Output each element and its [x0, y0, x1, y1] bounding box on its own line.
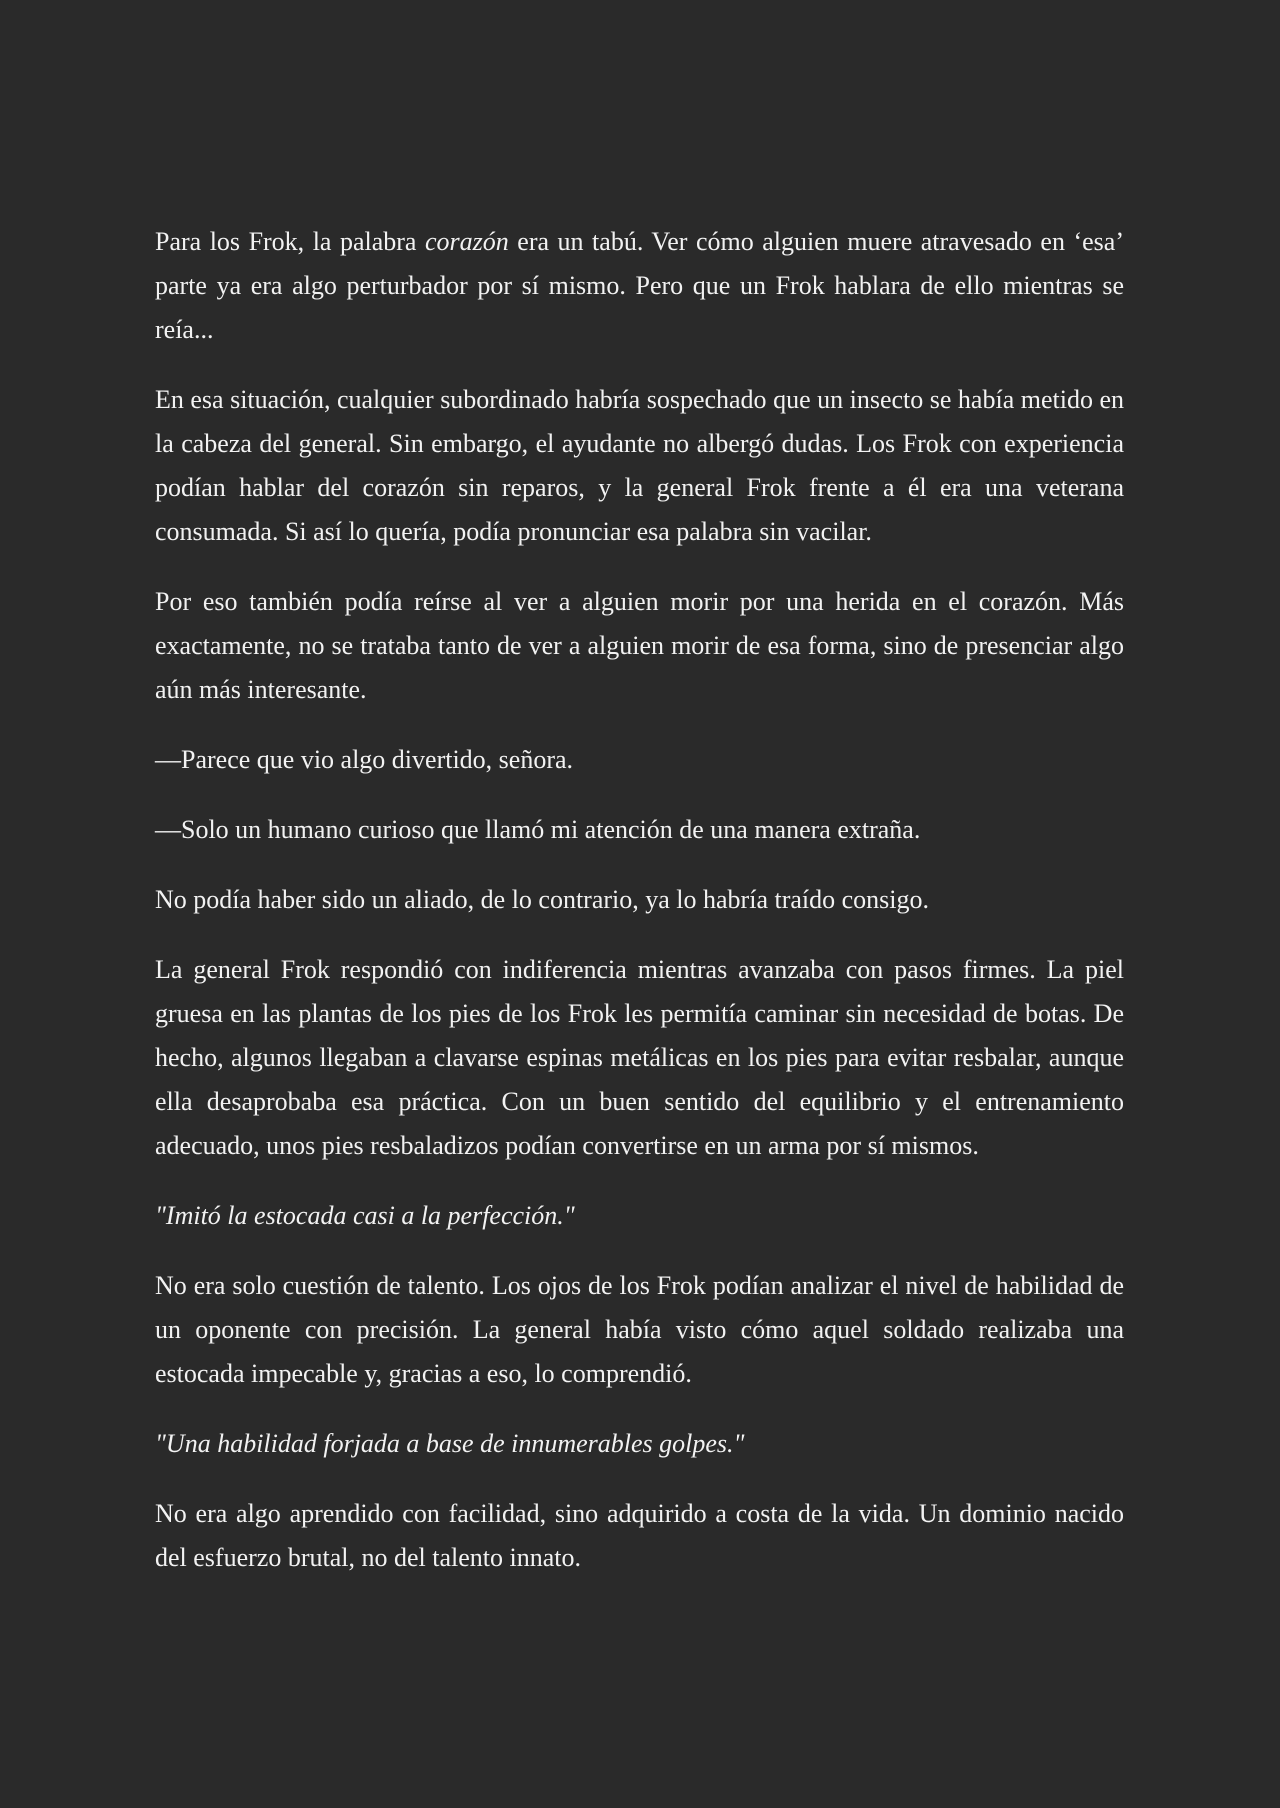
emphasized-word: corazón: [425, 227, 509, 256]
paragraph-9: No era solo cuestión de talento. Los ojos de los Frok podían analizar el nivel de habilidad de un oponente con precisión. La general había visto cómo aquel soldado realizaba una estocada impecable y, gracias a eso, lo comprendió.: [155, 1271, 1124, 1388]
thought-line-1: "Imitó la estocada casi a la perfección.": [155, 1201, 575, 1230]
paragraph-2: En esa situación, cualquier subordinado habría sospechado que un insecto se había metido en la cabeza del general. Sin embargo, el ayudante no albergó dudas. Los Frok con experiencia podían hablar del corazón sin reparos, y la general Frok frente a él era una veterana consumada. Si así lo quería, podía pronunciar esa palabra sin vacilar.: [155, 385, 1124, 546]
dialogue-line-1: —Parece que vio algo divertido, señora.: [155, 745, 574, 774]
paragraph-1: [155, 220, 1124, 352]
paragraph-11: No era algo aprendido con facilidad, sino adquirido a costa de la vida. Un dominio nacido del esfuerzo brutal, no del talento innato.: [155, 1499, 1124, 1572]
paragraph-7: La general Frok respondió con indiferencia mientras avanzaba con pasos firmes. La piel gruesa en las plantas de los pies de los Frok les permitía caminar sin necesidad de botas. De hecho, algunos llegaban a clavarse espinas metálicas en los pies para evitar resbalar, aunque ella desaprobaba esa práctica. Con un buen sentido del equilibrio y el entrenamiento adecuado, unos pies resbaladizos podían convertirse en un arma por sí mismos.: [155, 955, 1124, 1160]
thought-line-2: "Una habilidad forjada a base de innumerables golpes.": [155, 1429, 745, 1458]
paragraph-1-start: Para los Frok, la palabra: [155, 227, 425, 256]
dialogue-line-2: —Solo un humano curioso que llamó mi atención de una manera extraña.: [155, 815, 921, 844]
paragraph-1-end: era un tabú. Ver cómo alguien muere atravesado en ‘esa’ parte ya era algo perturbador por sí mismo. Pero que un Frok hablara de ello mientras se reía...: [155, 227, 1124, 344]
paragraph-6: No podía haber sido un aliado, de lo contrario, ya lo habría traído consigo.: [155, 885, 930, 914]
chapter-text: [155, 220, 1124, 1606]
paragraph-3: Por eso también podía reírse al ver a alguien morir por una herida en el corazón. Más exactamente, no se trataba tanto de ver a alguien morir de esa forma, sino de presenciar algo aún más interesante.: [155, 587, 1124, 704]
